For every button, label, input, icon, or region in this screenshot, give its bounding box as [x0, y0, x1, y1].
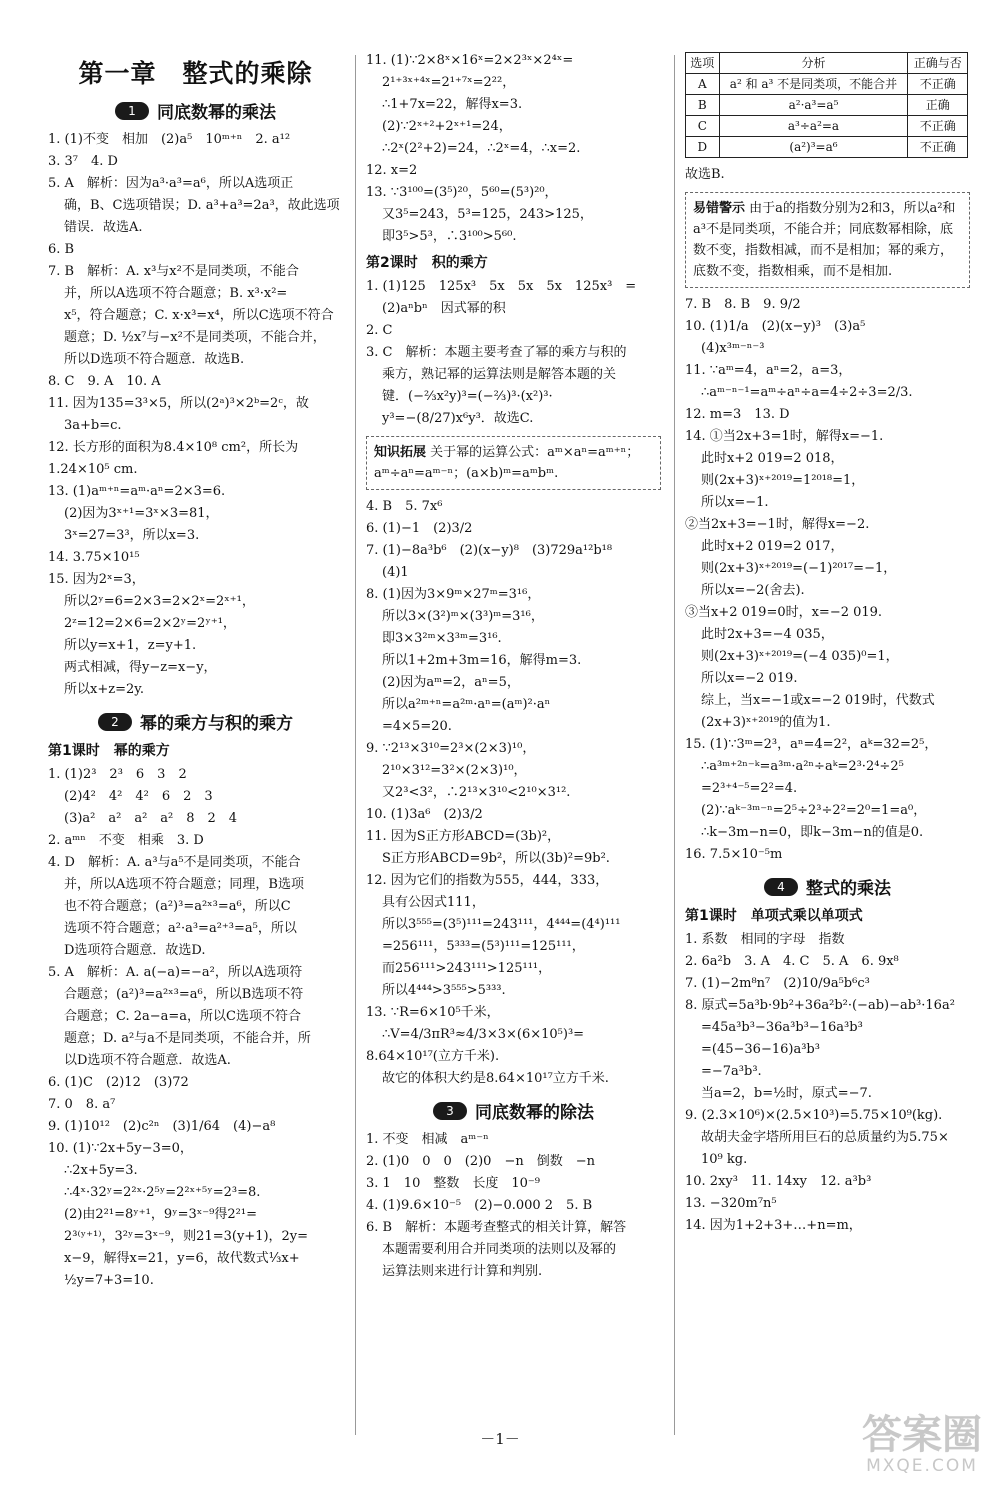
answer-line: (2)∵2ˣ⁺²+2ˣ⁺¹=24， — [382, 119, 512, 134]
table-cell: B — [686, 95, 720, 116]
answer-line: (3)a² a² a² a² 8 2 4 — [64, 811, 238, 826]
answer-line: (2)4² 4² 4² 6 2 3 — [64, 789, 213, 804]
answer-line: 4. (1)9.6×10⁻⁵ (2)−0.000 2 5. B — [366, 1198, 593, 1213]
answer-line: 6. (1)−1 (2)3/2 — [366, 521, 473, 536]
section-header-2 — [48, 709, 343, 734]
answer-line: 即3×3²ᵐ×3³ᵐ=3¹⁶. — [382, 631, 502, 646]
answer-list — [366, 1129, 661, 1283]
answer-line: ②当2x+3=−1时，解得x=−2. — [685, 517, 870, 532]
table-cell: 不正确 — [908, 74, 968, 95]
answer-line: 又3⁵=243，5³=125，243>125， — [382, 207, 593, 222]
answer-list — [366, 496, 661, 1090]
section-title: 同底数幂的除法 — [475, 1103, 594, 1123]
answer-line: 13. (1)aᵐ⁺ⁿ=aᵐ·aⁿ=2×3=6. — [48, 484, 226, 499]
answer-line: 16. 7.5×10⁻⁵m — [685, 847, 783, 862]
table-row — [686, 74, 968, 95]
answer-line: 2. (1)0 0 0 (2)0 −n 倒数 −n — [366, 1154, 595, 1169]
answer-line: (2x+3)ˣ⁺²⁰¹⁹的值为1. — [701, 715, 831, 730]
answer-line: =2³⁺⁴⁻⁵=2²=4. — [701, 781, 798, 796]
answer-line: =−7a³b³. — [701, 1064, 762, 1079]
answer-line: 故胡夫金字塔所用巨石的总质量约为5.75× — [701, 1130, 949, 1145]
column-3 — [685, 50, 970, 1237]
answer-list — [48, 764, 343, 1292]
answer-line: (2)因为3ˣ⁺¹=3ˣ×3=81， — [64, 506, 219, 521]
table-cell: D — [686, 137, 720, 158]
table-cell: 不正确 — [908, 137, 968, 158]
section-badge: 3 — [433, 1102, 467, 1120]
table-cell: a²·a³=a⁵ — [719, 95, 908, 116]
answer-line: 2¹⁰×3¹²=3²×(2×3)¹⁰， — [382, 763, 527, 778]
table-header: 选项 — [686, 53, 720, 74]
answer-line: (2)aⁿbⁿ 因式幂的积 — [382, 301, 506, 316]
section-header-4 — [685, 874, 970, 899]
answer-line: 故选B. — [685, 167, 725, 182]
table-cell: a³÷a²=a — [719, 116, 908, 137]
answer-list — [685, 294, 970, 866]
answer-line: 而256¹¹¹>243¹¹¹>125¹¹¹， — [382, 961, 552, 976]
answer-line: ∴a³ᵐ⁺²ⁿ⁻ᵏ=a³ᵐ·a²ⁿ÷aᵏ=2³·2⁴÷2⁵ — [701, 759, 904, 774]
note-text: 由于a的指数分别为2和3，所以a²和a³不是同类项，不能合并；同底数幂相除，底数不变，指数相减，而不是相加；幂的乘方，底数不变，指数相乘，而不是相加. — [693, 201, 956, 279]
answer-line: 2. C — [366, 323, 393, 338]
answer-line: 10. (1)3a⁶ (2)3/2 — [366, 807, 483, 822]
table-row — [686, 116, 968, 137]
answer-line: 1. (1)125 125x³ 5x 5x 5x 125x³ = — [366, 279, 637, 294]
section-header-1 — [48, 98, 343, 123]
answer-line: ∴4ˣ·32ʸ=2²ˣ·2⁵ʸ=2²ˣ⁺⁵ʸ=2³=8. — [64, 1185, 261, 1200]
answer-line: 3. 1 10 整数 长度 10⁻⁹ — [366, 1176, 540, 1191]
answer-line: 3. 3⁷ 4. D — [48, 154, 118, 169]
answer-line: 11. 因为S正方形ABCD=(3b)²， — [366, 829, 561, 844]
answer-line: 所以3⁵⁵⁵=(3⁵)¹¹¹=243¹¹¹，4⁴⁴⁴=(4⁴)¹¹¹ — [382, 917, 621, 932]
answer-line: 12. 因为它们的指数为555，444，333， — [366, 873, 609, 888]
table-header: 正确与否 — [908, 53, 968, 74]
answer-line: 即3⁵>5³，∴3¹⁰⁰>5⁶⁰. — [382, 229, 517, 244]
answer-line: 则(2x+3)ˣ⁺²⁰¹⁹=(−1)²⁰¹⁷=−1， — [701, 561, 897, 576]
answer-line: 2³⁽ʸ⁺¹⁾，3²ʸ=3ˣ⁻⁹，则21=3(y+1)，2y= — [64, 1229, 309, 1244]
note-tag: 易错警示 — [693, 201, 746, 216]
column-divider-2 — [674, 55, 675, 1435]
section-badge: 4 — [764, 878, 798, 896]
answer-line: 3. C 解析：本题主要考查了幂的乘方与积的 — [366, 345, 627, 360]
column-divider-1 — [355, 55, 356, 1435]
answer-line: 此时x+2 019=2 017， — [701, 539, 844, 554]
answer-line: 2. 6a²b 3. A 4. C 5. A 6. 9x⁸ — [685, 954, 899, 969]
answer-line: 并，所以A选项不符合题意；B. x³·x²= — [64, 286, 288, 301]
answer-line: 14. ①当2x+3=1时，解得x=−1. — [685, 429, 884, 444]
answer-line: 所以4⁴⁴⁴>3⁵⁵⁵>5³³³. — [382, 983, 506, 998]
answer-line: y³=−(8/27)x⁶y³．故选C. — [382, 411, 534, 426]
answer-line: 2. aᵐⁿ 不变 相乘 3. D — [48, 833, 204, 848]
answer-line: 所以3×(3²)ᵐ×(3³)ᵐ=3¹⁶， — [382, 609, 544, 624]
section-badge: 1 — [115, 102, 149, 120]
answer-line: 10. (1)1/a (2)(x−y)³ (3)a⁵ — [685, 319, 866, 334]
answer-line: 9. ∵2¹³×3¹⁰=2³×(2×3)¹⁰， — [366, 741, 536, 756]
answer-line: 14. 因为1+2+3+…+n=m， — [685, 1218, 862, 1233]
answer-line: 并，所以A选项不符合题意；同理，B选项 — [64, 877, 304, 892]
answer-list — [366, 276, 661, 430]
answer-line: ∴1+7x=22，解得x=3. — [382, 97, 523, 112]
section-badge: 2 — [98, 713, 132, 731]
answer-line: (4)x³ᵐ⁻ⁿ⁻³ — [701, 341, 765, 356]
answer-line: 3ˣ=27=3³，所以x=3. — [64, 528, 200, 543]
answer-line: 9. (2.3×10⁶)×(2.5×10³)=5.75×10⁹(kg). — [685, 1108, 943, 1123]
answer-list — [366, 50, 661, 248]
answer-line: 合题意；C. 2a−a=a，所以C选项不符合 — [64, 1009, 302, 1024]
answer-line: 合题意；(a²)³=a²ˣ³=a⁶，所以B选项不符 — [64, 987, 304, 1002]
answer-line: 12. x=2 — [366, 163, 418, 178]
watermark — [862, 1414, 982, 1476]
answer-line: 5. A 解析：因为a³·a³=a⁶，所以A选项正 — [48, 176, 294, 191]
answer-line: 10. (1)∵2x+5y−3=0， — [48, 1141, 193, 1156]
answer-line: 以D选项不符合题意．故选A. — [64, 1053, 231, 1068]
answer-line: 1. 不变 相减 aᵐ⁻ⁿ — [366, 1132, 489, 1147]
section-header-3 — [366, 1098, 661, 1123]
answer-line: 14. 3.75×10¹⁵ — [48, 550, 140, 565]
answer-line: 所以x=−2 019. — [701, 671, 798, 686]
table-cell: a² 和 a³ 不是同类项，不能合并 — [719, 74, 908, 95]
answer-line: 又2³<3²，∴2¹³×3¹⁰<2¹⁰×3¹². — [382, 785, 571, 800]
answer-line: 12. 长方形的面积为8.4×10⁸ cm²，所长为 — [48, 440, 299, 455]
note-tag: 知识拓展 — [374, 445, 427, 460]
answer-line: 所以x=−2(舍去). — [701, 583, 805, 598]
lesson-title: 第2课时 积的乘方 — [366, 255, 488, 271]
answer-line: ③当x+2 019=0时，x=−2 019. — [685, 605, 883, 620]
answer-line: 6. (1)C (2)12 (3)72 — [48, 1075, 189, 1090]
knowledge-extension-note — [366, 436, 661, 490]
answer-line: 此时x+2 019=2 018， — [701, 451, 844, 466]
answer-line: 10. 2xy³ 11. 14xy 12. a³b³ — [685, 1174, 872, 1189]
section-title: 整式的乘法 — [806, 879, 891, 899]
answer-line: 15. 因为2ˣ=3， — [48, 572, 145, 587]
answer-line: =45a³b³−36a³b³−16a³b³ — [701, 1020, 863, 1035]
answer-line: 则(2x+3)ˣ⁺²⁰¹⁹=(−4 035)⁰=1， — [701, 649, 899, 664]
answer-line: 7. (1)−2m⁸n⁷ (2)10/9a⁵b⁶c³ — [685, 976, 870, 991]
answer-line: x⁵，符合题意；C. x·x³=x⁴，所以C选项不符合 — [64, 308, 334, 323]
answer-line: 8.64×10¹⁷(立方千米). — [366, 1049, 500, 1064]
watermark-logo-text: 答案圈 — [862, 1412, 982, 1458]
answer-line: 所以1+2m+3m=16，解得m=3. — [382, 653, 582, 668]
answer-line: 1.24×10⁵ cm. — [48, 462, 138, 477]
lesson-title: 第1课时 幂的乘方 — [48, 743, 170, 759]
answer-line: 确，B、C选项错误；D. a³+a³=2a³，故此选项 — [64, 198, 340, 213]
table-cell: 正确 — [908, 95, 968, 116]
answer-line: =256¹¹¹，5³³³=(5³)¹¹¹=125¹¹¹， — [382, 939, 585, 954]
error-warning-note — [685, 192, 970, 288]
answer-line: S正方形ABCD=9b²，所以(3b)²=9b². — [382, 851, 610, 866]
answer-line: 11. (1)∵2×8ˣ×16ˣ=2×2³ˣ×2⁴ˣ= — [366, 53, 574, 68]
answer-line: 15. (1)∵3ᵐ=2³，aⁿ=4=2²，aᵏ=32=2⁵， — [685, 737, 938, 752]
answer-line: 两式相减，得y−z=x−y， — [64, 660, 217, 675]
answer-line: =4×5=20. — [382, 719, 452, 734]
answer-line: 综上，当x=−1或x=−2 019时，代数式 — [701, 693, 935, 708]
chapter-title: 第一章 整式的乘除 — [78, 59, 313, 88]
answer-line: 13. −320m⁷n⁵ — [685, 1196, 777, 1211]
answer-line: ∴V=4/3πR³≈4/3×3×(6×10⁵)³= — [382, 1027, 585, 1042]
answer-line: 乘方，熟记幂的运算法则是解答本题的关 — [382, 367, 617, 382]
answer-line: 10⁹ kg. — [701, 1152, 748, 1167]
answer-line: 8. (1)因为3×9ᵐ×27ᵐ=3¹⁶， — [366, 587, 541, 602]
answer-line: 7. B 解析：A. x³与x²不是同类项，不能合 — [48, 264, 299, 279]
note-text: 关于幂的运算公式：aᵐ×aⁿ=aᵐ⁺ⁿ；aᵐ÷aⁿ=aᵐ⁻ⁿ；(a×b)ᵐ=aᵐbᵐ. — [374, 445, 640, 481]
column-2 — [366, 50, 661, 1283]
table-header: 分析 — [719, 53, 908, 74]
answer-line: 当a=2，b=½时，原式=−7. — [701, 1086, 872, 1101]
answer-line: 11. 因为135=3³×5，所以(2ᵃ)³×2ᵇ=2ᶜ，故 — [48, 396, 309, 411]
section-title: 幂的乘方与积的乘方 — [140, 714, 293, 734]
answer-line: 8. 原式=5a³b·9b²+36a²b²·(−ab)−ab³·16a² — [685, 998, 955, 1013]
table-row — [686, 95, 968, 116]
table-cell: (a²)³=a⁶ — [719, 137, 908, 158]
answer-line: 所以2ʸ=6=2×3=2×2ˣ=2ˣ⁺¹， — [64, 594, 255, 609]
table-cell: C — [686, 116, 720, 137]
answer-line: =(45−36−16)a³b³ — [701, 1042, 820, 1057]
section-title: 同底数幂的乘法 — [157, 103, 276, 123]
answer-line: ½y=7+3=10. — [64, 1273, 154, 1288]
watermark-url: MXQE.COM — [866, 1456, 978, 1476]
answer-line: 2¹⁺³ˣ⁺⁴ˣ=2¹⁺⁷ˣ=2²²， — [382, 75, 516, 90]
answer-line: 所以x+z=2y. — [64, 682, 144, 697]
answer-line: 12. m=3 13. D — [685, 407, 790, 422]
answer-line: 6. B — [48, 242, 75, 257]
table-cell: 不正确 — [908, 116, 968, 137]
answer-line: 7. (1)−8a³b⁶ (2)(x−y)⁸ (3)729a¹²b¹⁸ — [366, 543, 613, 558]
answer-line: 2ᶻ=12=2×6=2×2ʸ=2ʸ⁺¹， — [64, 616, 236, 631]
answer-line: 1. (1)2³ 2³ 6 3 2 — [48, 767, 187, 782]
answer-line: 8. C 9. A 10. A — [48, 374, 161, 389]
answer-line: 所以x=−1. — [701, 495, 769, 510]
column-1 — [48, 50, 343, 1292]
table-cell: A — [686, 74, 720, 95]
analysis-table — [685, 52, 968, 158]
answer-line: 故它的体积大约是8.64×10¹⁷立方千米. — [382, 1071, 609, 1086]
answer-line: (2)因为aᵐ=2，aⁿ=5， — [382, 675, 520, 690]
answer-line: ∴aᵐ⁻ⁿ⁻¹=aᵐ÷aⁿ÷a=4÷2÷3=2/3. — [701, 385, 913, 400]
answer-list — [48, 129, 343, 701]
answer-line: ∴2x+5y=3. — [64, 1163, 138, 1178]
answer-line: 5. A 解析：A. a(−a)=−a²，所以A选项符 — [48, 965, 303, 980]
lesson-title: 第1课时 单项式乘以单项式 — [685, 908, 863, 924]
answer-line: 所以y=x+1，z=y+1. — [64, 638, 197, 653]
answer-line: 具有公因式111， — [382, 895, 485, 910]
answer-line: D选项符合题意．故选D. — [64, 943, 206, 958]
answer-line: 3a+b=c. — [64, 418, 122, 433]
answer-line: ∴k−3m−n=0，即k−3m−n的值是0. — [701, 825, 924, 840]
answer-line: 1. (1)不变 相加 (2)a⁵ 10ᵐ⁺ⁿ 2. a¹² — [48, 132, 291, 147]
answer-line: 此时2x+3=−4 035， — [701, 627, 834, 642]
answer-line: 13. ∵3¹⁰⁰=(3⁵)²⁰，5⁶⁰=(5³)²⁰， — [366, 185, 558, 200]
answer-line: x−9，解得x=21，y=6，故代数式⅓x+ — [64, 1251, 300, 1266]
answer-line: 1. 系数 相同的字母 指数 — [685, 932, 845, 947]
answer-line: 错误．故选A. — [64, 220, 143, 235]
answer-line: 4. B 5. 7x⁶ — [366, 499, 443, 514]
answer-line: 9. (1)10¹² (2)c²ⁿ (3)1/64 (4)−a⁸ — [48, 1119, 276, 1134]
answer-line: 则(2x+3)ˣ⁺²⁰¹⁹=1²⁰¹⁸=1， — [701, 473, 865, 488]
page-number: －1－ — [480, 1430, 520, 1448]
answer-line: (2)由2²¹=8ʸ⁺¹，9ʸ=3ˣ⁻⁹得2²¹= — [64, 1207, 257, 1222]
answer-line: 键．(−⅔x²y)³=(−⅔)³·(x²)³· — [382, 389, 553, 404]
answer-line: 也不符合题意；(a²)³=a²ˣ³=a⁶，所以C — [64, 899, 291, 914]
answer-line: 13. ∵R=6×10⁵千米， — [366, 1005, 500, 1020]
answer-list — [685, 929, 970, 1237]
answer-line: 6. B 解析：本题考查整式的相关计算，解答 — [366, 1220, 627, 1235]
answer-line: (2)∵aᵏ⁻³ᵐ⁻ⁿ=2⁵÷2³÷2²=2⁰=1=a⁰， — [701, 803, 927, 818]
answer-line: 所以D选项不符合题意．故选B. — [64, 352, 245, 367]
answer-line: 4. D 解析：A. a³与a⁵不是同类项，不能合 — [48, 855, 301, 870]
table-row — [686, 137, 968, 158]
answer-line: 所以a²ᵐ⁺ⁿ=a²ᵐ·aⁿ=(aᵐ)²·aⁿ — [382, 697, 551, 712]
answer-line: 题意；D. a²与a不是同类项，不能合并，所 — [64, 1031, 311, 1046]
answer-line: 选项不符合题意；a²·a³=a²⁺³=a⁵，所以 — [64, 921, 297, 936]
answer-line: 题意；D. ½x⁷与−x²不是同类项，不能合并， — [64, 330, 326, 345]
answer-line: ∴2ˣ(2²+2)=24，∴2ˣ=4，∴x=2. — [382, 141, 581, 156]
answer-line: 7. 0 8. a⁷ — [48, 1097, 116, 1112]
answer-line: 运算法则来进行计算和判别. — [382, 1264, 543, 1279]
answer-line: 11. ∵aᵐ=4，aⁿ=2，a=3， — [685, 363, 852, 378]
answer-line: 7. B 8. B 9. 9/2 — [685, 297, 801, 312]
answer-line: (4)1 — [382, 565, 409, 580]
answer-line: 本题需要利用合并同类项的法则以及幂的 — [382, 1242, 617, 1257]
